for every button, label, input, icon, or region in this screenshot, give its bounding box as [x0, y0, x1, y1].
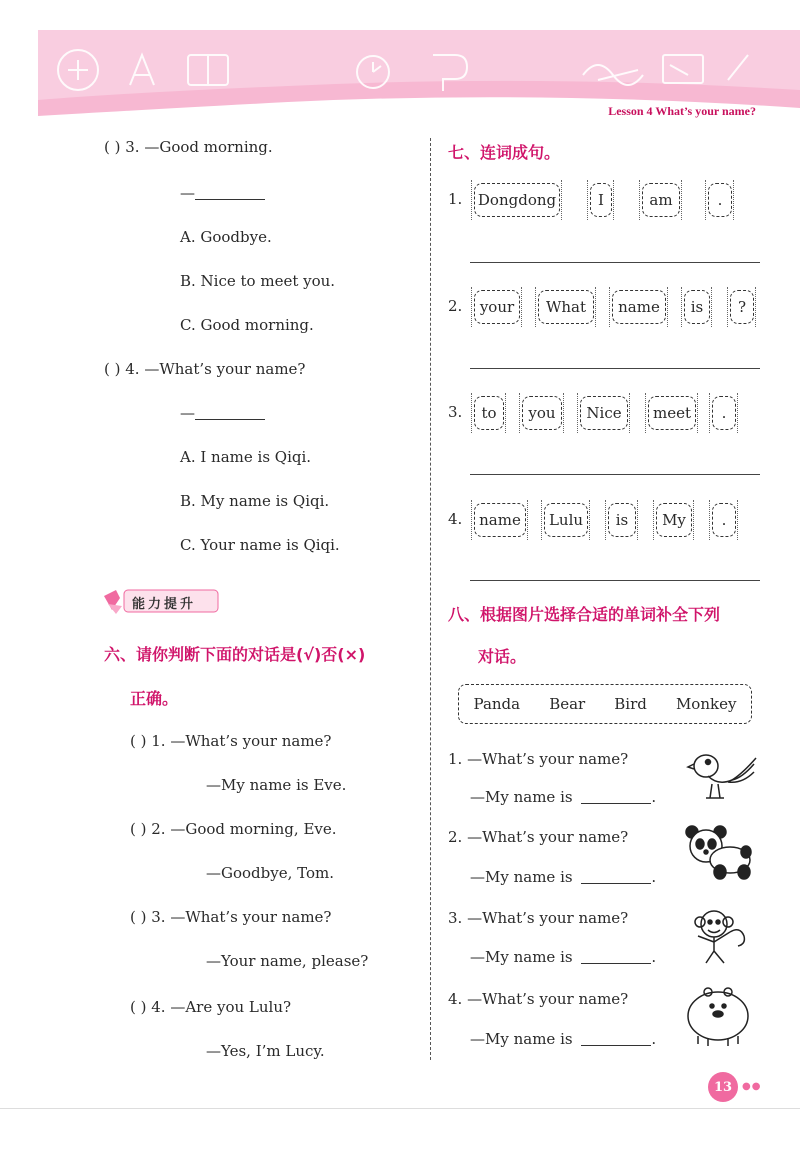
blank-field[interactable] [195, 184, 265, 200]
word-card[interactable]: . [712, 503, 736, 537]
blank-field[interactable] [581, 868, 651, 884]
word-bank-item: Monkey [675, 695, 737, 713]
answer-line[interactable] [470, 368, 760, 369]
answer-paren[interactable]: ( ) [130, 908, 147, 926]
panda-picture [684, 822, 756, 882]
word-card[interactable]: is [684, 290, 710, 324]
judge-question: 1. —What’s your name? [151, 732, 332, 750]
option-c: C. Your name is Qiqi. [180, 536, 340, 554]
answer-line[interactable] [470, 474, 760, 475]
word-card[interactable]: . [708, 183, 732, 217]
ability-badge [102, 586, 222, 616]
word-card[interactable]: your [474, 290, 520, 324]
answer-prefix: —My name is [470, 788, 573, 806]
answer-paren[interactable]: ( ) [104, 360, 121, 378]
word-card[interactable]: name [612, 290, 666, 324]
period: . [651, 1030, 657, 1048]
answer-prefix: —My name is [470, 1030, 573, 1048]
monkey-picture [686, 904, 750, 968]
word-card[interactable]: ? [730, 290, 754, 324]
period: . [651, 868, 657, 886]
judge-item-3 [130, 908, 331, 926]
word-card[interactable]: is [608, 503, 636, 537]
word-card[interactable]: to [474, 396, 504, 430]
badge-label: 能力提升 [132, 597, 197, 612]
fill-answer-1 [470, 788, 656, 806]
option-b: B. My name is Qiqi. [180, 492, 330, 510]
page-number: 13 [708, 1072, 738, 1102]
word-card[interactable]: Lulu [544, 503, 588, 537]
word-card[interactable]: My [656, 503, 692, 537]
section-7-title: 七、连词成句。 [448, 143, 561, 162]
question-4 [104, 360, 305, 378]
footer-divider [0, 1108, 800, 1109]
word-card[interactable]: I [590, 183, 612, 217]
answer-prefix: —My name is [470, 868, 573, 886]
judge-answer-3: —Your name, please? [206, 952, 369, 970]
row-number: 4. [448, 510, 463, 528]
question-text: 4. —What’s your name? [125, 360, 306, 378]
option-a: A. I name is Qiqi. [180, 448, 312, 466]
section-8-title-line2: 对话。 [478, 647, 527, 666]
word-card[interactable]: meet [648, 396, 696, 430]
question-text: 3. —Good morning. [125, 138, 273, 156]
column-divider [430, 138, 431, 1060]
answer-prefix: —My name is [470, 948, 573, 966]
answer-paren[interactable]: ( ) [130, 998, 147, 1016]
answer-line [180, 404, 265, 422]
word-card[interactable]: What [538, 290, 594, 324]
row-number: 3. [448, 403, 463, 421]
word-card[interactable]: Dongdong [474, 183, 560, 217]
judge-question: 3. —What’s your name? [151, 908, 332, 926]
word-card[interactable]: Nice [580, 396, 628, 430]
section-6-title-line1: 六、请你判断下面的对话是(√)否(×) [104, 645, 366, 664]
judge-question: 2. —Good morning, Eve. [151, 820, 337, 838]
bird-picture [684, 744, 758, 804]
blank-field[interactable] [195, 404, 265, 420]
judge-answer-2: —Goodbye, Tom. [206, 864, 334, 882]
lesson-header: Lesson 4 What’s your name? [608, 104, 756, 118]
fill-question-2: 2. —What’s your name? [448, 828, 629, 846]
dash: — [180, 184, 195, 202]
answer-line[interactable] [470, 262, 760, 263]
fill-answer-3 [470, 948, 656, 966]
judge-question: 4. —Are you Lulu? [151, 998, 292, 1016]
word-bank-item: Bird [614, 695, 647, 713]
bear-picture [684, 986, 754, 1048]
fill-answer-4 [470, 1030, 656, 1048]
answer-paren[interactable]: ( ) [130, 820, 147, 838]
row-number: 2. [448, 297, 463, 315]
answer-line[interactable] [470, 580, 760, 581]
answer-line [180, 184, 265, 202]
question-3 [104, 138, 273, 156]
judge-item-4 [130, 998, 291, 1016]
section-6-title-line2: 正确。 [130, 689, 179, 708]
word-bank [458, 684, 752, 724]
answer-paren[interactable]: ( ) [104, 138, 121, 156]
blank-field[interactable] [581, 1030, 651, 1046]
answer-paren[interactable]: ( ) [130, 732, 147, 750]
word-card[interactable]: you [522, 396, 562, 430]
blank-field[interactable] [581, 788, 651, 804]
page-dots-decoration: ●● [742, 1081, 762, 1092]
blank-field[interactable] [581, 948, 651, 964]
fill-question-4: 4. —What’s your name? [448, 990, 629, 1008]
fill-answer-2 [470, 868, 656, 886]
fill-question-1: 1. —What’s your name? [448, 750, 629, 768]
word-card[interactable]: am [642, 183, 680, 217]
fill-question-3: 3. —What’s your name? [448, 909, 629, 927]
judge-item-1 [130, 732, 331, 750]
word-bank-item: Bear [549, 695, 586, 713]
option-b: B. Nice to meet you. [180, 272, 336, 290]
judge-item-2 [130, 820, 337, 838]
judge-answer-4: —Yes, I’m Lucy. [206, 1042, 325, 1060]
section-8-title-line1: 八、根据图片选择合适的单词补全下列 [448, 605, 721, 624]
option-c: C. Good morning. [180, 316, 314, 334]
word-card[interactable]: name [474, 503, 526, 537]
judge-answer-1: —My name is Eve. [206, 776, 347, 794]
period: . [651, 788, 657, 806]
word-bank-item: Panda [473, 695, 521, 713]
row-number: 1. [448, 190, 463, 208]
option-a: A. Goodbye. [180, 228, 272, 246]
dash: — [180, 404, 195, 422]
word-card[interactable]: . [712, 396, 736, 430]
period: . [651, 948, 657, 966]
